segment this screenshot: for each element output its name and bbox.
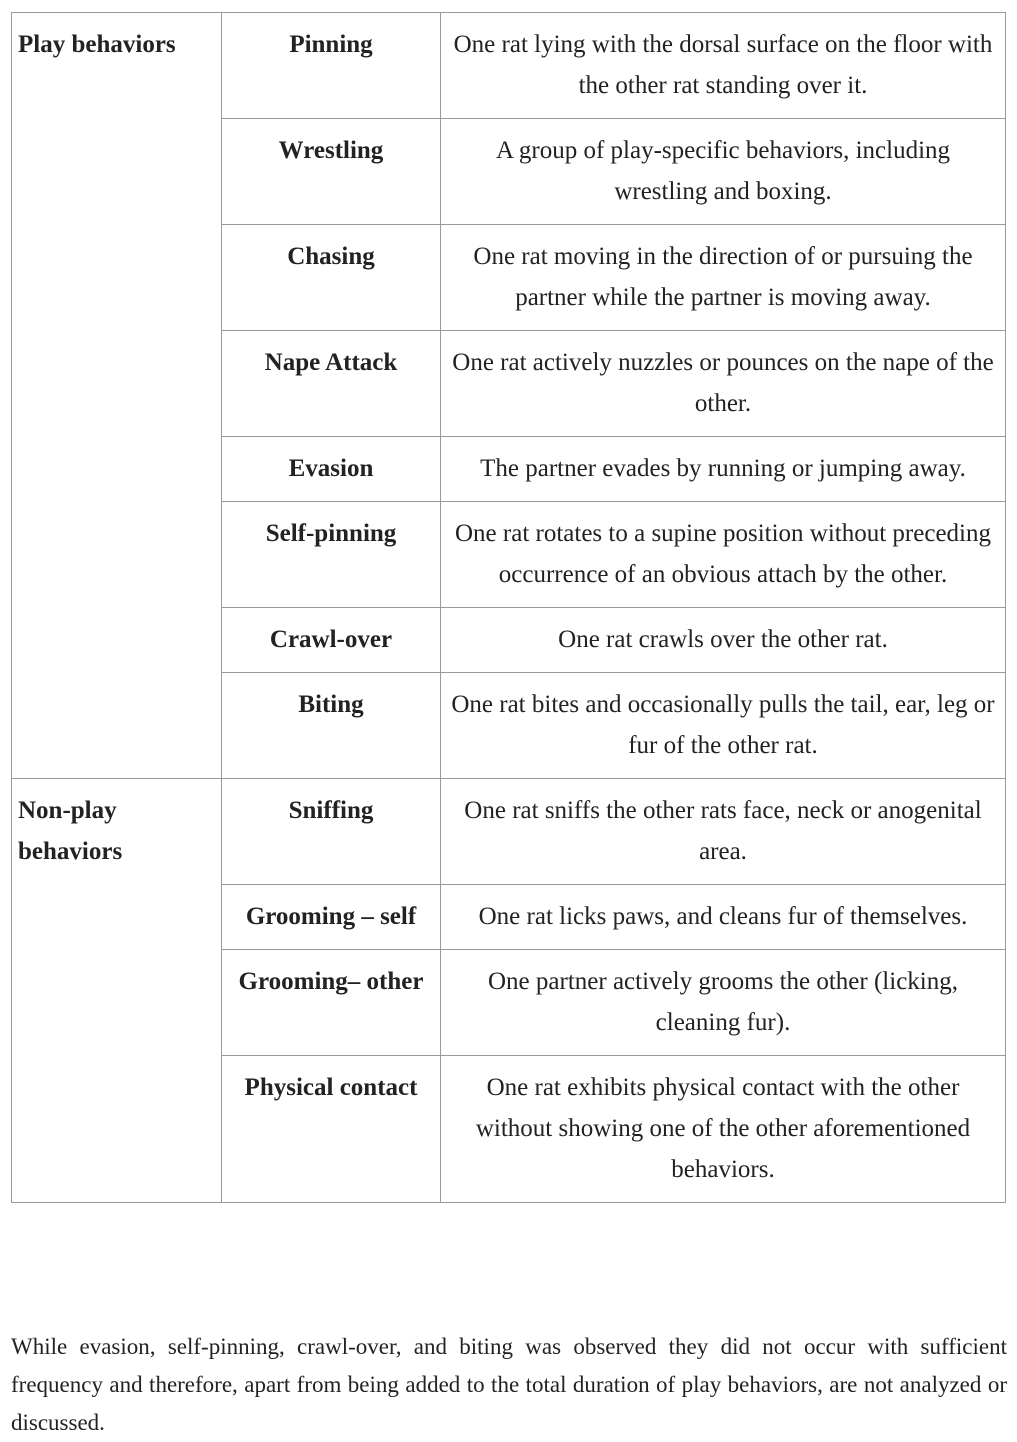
table-body bbox=[12, 13, 1006, 1203]
behavior-name-cell: Grooming– other bbox=[222, 950, 441, 1056]
behavior-definition-cell: One rat crawls over the other rat. bbox=[441, 608, 1006, 673]
behavior-name-cell: Grooming – self bbox=[222, 885, 441, 950]
behavior-name-cell: Pinning bbox=[222, 13, 441, 119]
behavior-name-cell: Evasion bbox=[222, 437, 441, 502]
behavior-name-cell: Wrestling bbox=[222, 119, 441, 225]
behavior-name-cell: Nape Attack bbox=[222, 331, 441, 437]
behavior-definition-cell: One rat bites and occasionally pulls the tail, ear, leg or fur of the other rat. bbox=[441, 673, 1006, 779]
category-cell: Play behaviors bbox=[12, 13, 222, 779]
behavior-definition-cell: One rat actively nuzzles or pounces on the nape of the other. bbox=[441, 331, 1006, 437]
behavior-definition-cell: One rat exhibits physical contact with the other without showing one of the other aforementioned behaviors. bbox=[441, 1056, 1006, 1203]
behavior-definition-cell: One rat moving in the direction of or pursuing the partner while the partner is moving away. bbox=[441, 225, 1006, 331]
behavior-definitions-table bbox=[11, 12, 1006, 1203]
behavior-definition-cell: A group of play-specific behaviors, including wrestling and boxing. bbox=[441, 119, 1006, 225]
behavior-definition-cell: One rat licks paws, and cleans fur of themselves. bbox=[441, 885, 1006, 950]
behavior-name-cell: Self-pinning bbox=[222, 502, 441, 608]
table-row bbox=[12, 13, 1006, 119]
behavior-definition-cell: One rat rotates to a supine position without preceding occurrence of an obvious attach by the other. bbox=[441, 502, 1006, 608]
table-footnote: While evasion, self-pinning, crawl-over, and biting was observed they did not occur with sufficient frequency and therefore, apart from being added to the total duration of play behaviors, are not analyzed or discussed. bbox=[11, 1334, 1007, 1435]
category-cell: Non-play behaviors bbox=[12, 779, 222, 1203]
behavior-name-cell: Sniffing bbox=[222, 779, 441, 885]
behavior-definition-cell: The partner evades by running or jumping away. bbox=[441, 437, 1006, 502]
behavior-definition-cell: One rat lying with the dorsal surface on the floor with the other rat standing over it. bbox=[441, 13, 1006, 119]
behavior-definition-cell: One partner actively grooms the other (licking, cleaning fur). bbox=[441, 950, 1006, 1056]
behavior-definition-cell: One rat sniffs the other rats face, neck or anogenital area. bbox=[441, 779, 1006, 885]
table-row bbox=[12, 779, 1006, 885]
behavior-name-cell: Biting bbox=[222, 673, 441, 779]
behavior-name-cell: Crawl-over bbox=[222, 608, 441, 673]
behavior-name-cell: Chasing bbox=[222, 225, 441, 331]
behavior-name-cell: Physical contact bbox=[222, 1056, 441, 1203]
